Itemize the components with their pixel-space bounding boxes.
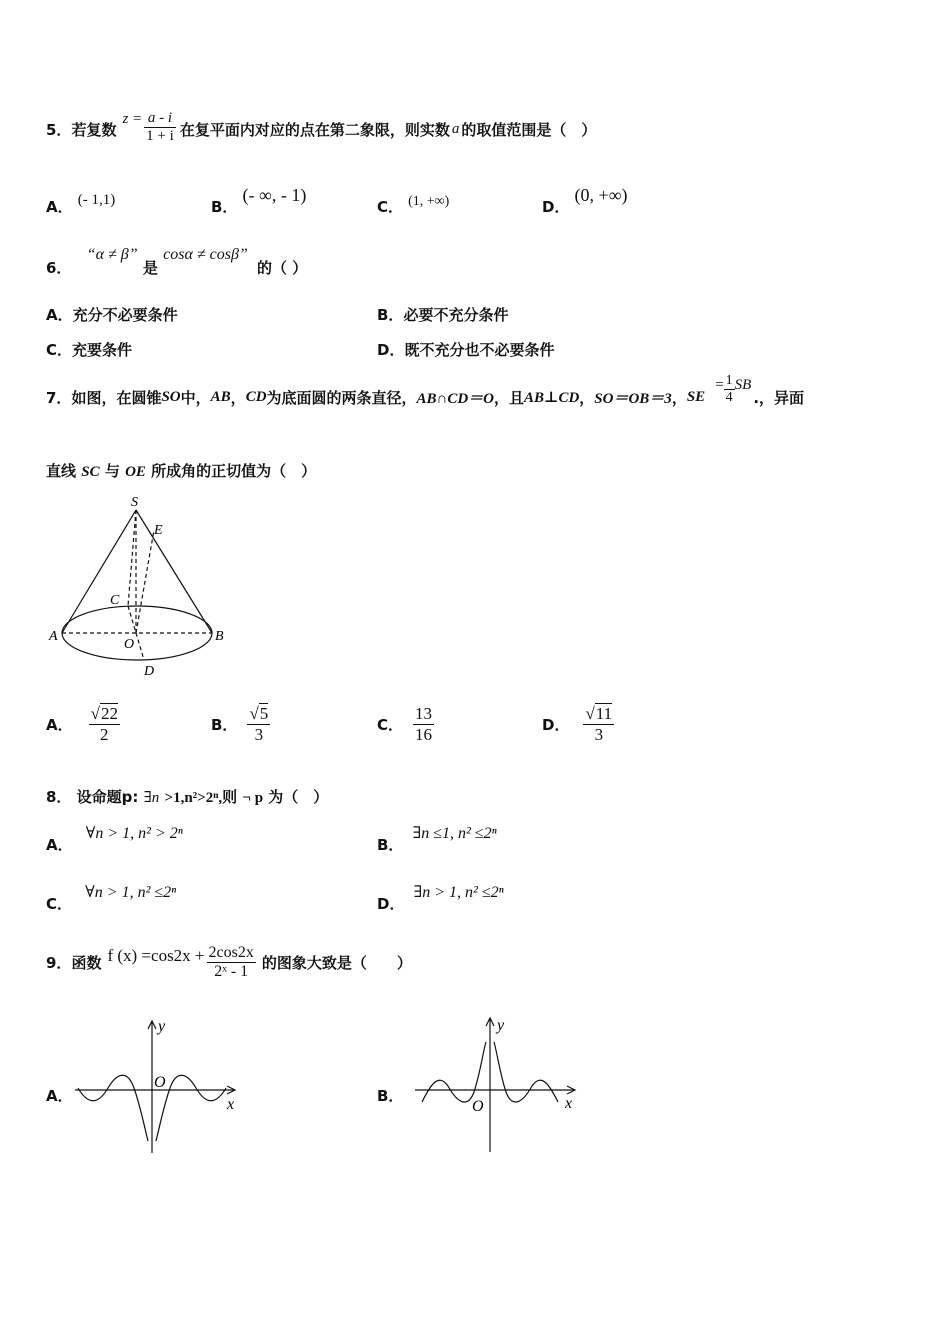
q9-text: 函数 [71,953,102,972]
q5-option-c-label: C． [377,198,404,216]
q5-option-d-label: D． [542,198,570,216]
q9-frac-den: 2ˣ - 1 [214,962,249,980]
q8-option-b[interactable] [377,822,497,854]
q8-option-a-math: ∀n > 1, n² > 2ⁿ [85,825,183,842]
q6-option-a-label: A． [46,306,73,324]
q7-stem-line2 [46,460,316,481]
q9-option-a-graph[interactable] [70,1015,250,1160]
q7-oe: OE [125,464,146,480]
radical-sign: √ [585,704,595,723]
q7-option-a-frac [89,704,120,745]
q9-stem [46,937,412,987]
q5-text-end: 的取值范围是（ ） [461,120,597,139]
q8-option-d-label: D． [377,895,405,913]
radical-sign: √ [249,704,259,723]
q7-fraction [724,373,735,406]
q7-frac-den: 4 [725,389,733,405]
q5-option-c[interactable] [377,189,450,216]
q7-t1: 如图，在圆锥 [71,388,162,407]
q7-number: 7． [46,388,72,407]
q6-option-c-label: C． [46,341,73,359]
curve-left [422,1042,486,1102]
q5-option-a-math: (- 1,1) [77,192,116,208]
q6-option-d-text: 既不充分也不必要条件 [404,341,555,359]
origin-label: O [154,1074,166,1091]
label-s: S [131,495,138,510]
q5-stem [46,104,596,154]
q7-se: SE [686,388,706,405]
axis-y-label: y [497,1017,505,1034]
q8-option-a[interactable] [46,822,183,854]
curve-left [78,1075,148,1141]
cone-side-left [62,510,136,633]
q7-option-d-den: 3 [594,725,604,744]
axis-y-label: y [158,1018,166,1035]
q8-option-d-math: ∃n > 1, n² ≤2ⁿ [413,884,504,901]
q6-end: 的（ ） [257,259,308,277]
q7-eq-sign: = [715,376,724,393]
q5-text-after: 在复平面内对应的点在第二象限，则实数 [179,120,450,139]
segment-oe [136,530,154,633]
q8-option-a-label: A． [46,836,73,854]
q6-option-b-label: B． [377,306,404,324]
q7-t7: ， [671,388,687,407]
q5-number: 5． [46,120,72,139]
q5-option-b-label: B． [211,198,238,216]
q9-option-b-label[interactable]: B． [377,1087,404,1105]
q8-option-c[interactable] [46,881,177,913]
q9-option-b-graph[interactable] [410,1012,590,1157]
q7-so: SO [161,388,181,405]
q7-option-c[interactable] [377,704,434,745]
q7-t3: ， [230,388,246,407]
q7-sc: SC [81,464,100,480]
q8-option-b-label: B． [377,836,404,854]
origin-label: O [472,1098,484,1115]
q6-stem [46,243,308,277]
q7-option-b[interactable] [211,704,270,745]
q7-sb: SB [734,376,752,393]
q6-option-b[interactable] [377,304,508,325]
q5-fraction [144,110,176,145]
q8-neg: ¬ p [242,790,264,806]
q7-option-a-rad: 22 [100,704,118,723]
radical-sign: √ [90,704,100,723]
q6-cond1: “α ≠ β” [86,246,138,263]
curve-right [156,1075,226,1141]
label-e: E [154,523,163,538]
q5-z-label: z = [122,110,143,127]
q5-frac-num: a - i [144,110,176,128]
q6-option-a-text: 充分不必要条件 [72,306,178,324]
q7-t6: ， [579,388,595,407]
q9-option-a-label[interactable]: A． [46,1087,73,1105]
axis-x-label: x [565,1095,573,1112]
q7-t2: 中， [180,388,211,407]
q9-end: 的图象大致是（ ） [261,953,412,972]
q7-option-a-label: A． [46,716,73,734]
q7-option-c-num: 13 [415,704,433,723]
q7-option-a[interactable] [46,704,120,745]
q8-cond: >1,n²>2ⁿ,则 [164,790,238,806]
label-b: B [215,629,224,644]
q5-option-c-math: (1, +∞) [408,194,450,209]
q7-option-b-frac [247,704,270,745]
q8-option-c-label: C． [46,895,73,913]
q8-stem [46,786,328,807]
axis-x-label: x [227,1096,235,1113]
q9-frac-num: 2cos2x [208,943,254,961]
label-d: D [144,664,155,679]
q6-number: 6． [46,259,72,277]
q9-fx: f (x) =cos2x + [107,946,205,965]
q7-t5: ，且 [494,388,525,407]
q5-option-d[interactable] [542,185,628,216]
q8-option-b-math: ∃n ≤1, n² ≤2ⁿ [412,825,497,842]
q8-text: 设命题p: [76,788,139,806]
q7-option-a-den: 2 [100,725,109,744]
q6-option-b-text: 必要不充分条件 [403,306,509,324]
q7-t4: 为底面圆的两条直径， [266,388,417,407]
q6-mid: 是 [142,259,158,277]
q7-option-c-label: C． [377,716,404,734]
q7-option-b-rad: 5 [259,704,269,723]
cone-side-right [136,510,212,633]
q5-option-b[interactable] [211,185,307,216]
q8-number: 8． [46,788,72,806]
q5-option-a[interactable] [46,188,116,216]
segment-sc [128,510,136,606]
q6-option-c-text: 充要条件 [72,341,133,359]
curve-right [494,1042,558,1102]
label-c: C [110,593,120,608]
q7-option-d-label: D． [542,716,570,734]
q5-option-a-label: A． [46,198,73,216]
q7-t8: .，异面 [753,388,805,407]
q7-frac-num: 1 [725,372,733,388]
q7-option-b-label: B． [211,716,238,734]
q5-option-d-math: (0, +∞) [574,185,628,205]
q8-option-c-math: ∀n > 1, n² ≤2ⁿ [85,884,177,901]
q6-option-c[interactable] [46,339,132,360]
q6-cond2: cosα ≠ cosβ” [163,246,248,263]
q8-option-d[interactable] [377,881,504,913]
q5-frac-den: 1 + i [146,127,174,144]
q7-cd: CD [245,388,267,405]
q7-option-d-frac [583,704,614,745]
q7-option-d-rad: 11 [595,704,613,723]
q7-option-b-den: 3 [254,725,264,744]
q7-l2b: 与 [104,462,120,480]
q5-text-before: 若复数 [71,120,117,139]
q6-option-d[interactable] [377,339,554,360]
q7-cone-figure [40,490,240,680]
q7-l2c: 所成角的正切值为（ ） [151,462,317,480]
q7-perp: AB⊥CD [524,389,580,406]
q7-ab: AB [210,388,231,405]
q5-var: a [451,120,460,137]
q6-option-a[interactable] [46,304,178,325]
q9-number: 9． [46,953,72,972]
q8-end: 为（ ） [268,788,329,806]
label-o: O [124,637,135,652]
q5-option-b-math: (- ∞, - 1) [242,185,307,205]
label-a: A [49,629,58,644]
q7-l2a: 直线 [46,462,77,480]
q7-stem-line1 [46,372,804,422]
q7-option-d[interactable] [542,704,614,745]
q6-option-d-label: D． [377,341,405,359]
q7-eq: SO＝OB＝3 [594,390,672,407]
q7-intersection: AB∩CD＝O [416,390,495,407]
q7-option-c-den: 16 [415,725,433,744]
q9-fraction [207,944,256,981]
q7-option-c-frac [413,704,434,745]
q8-math: ∃n [143,790,160,806]
